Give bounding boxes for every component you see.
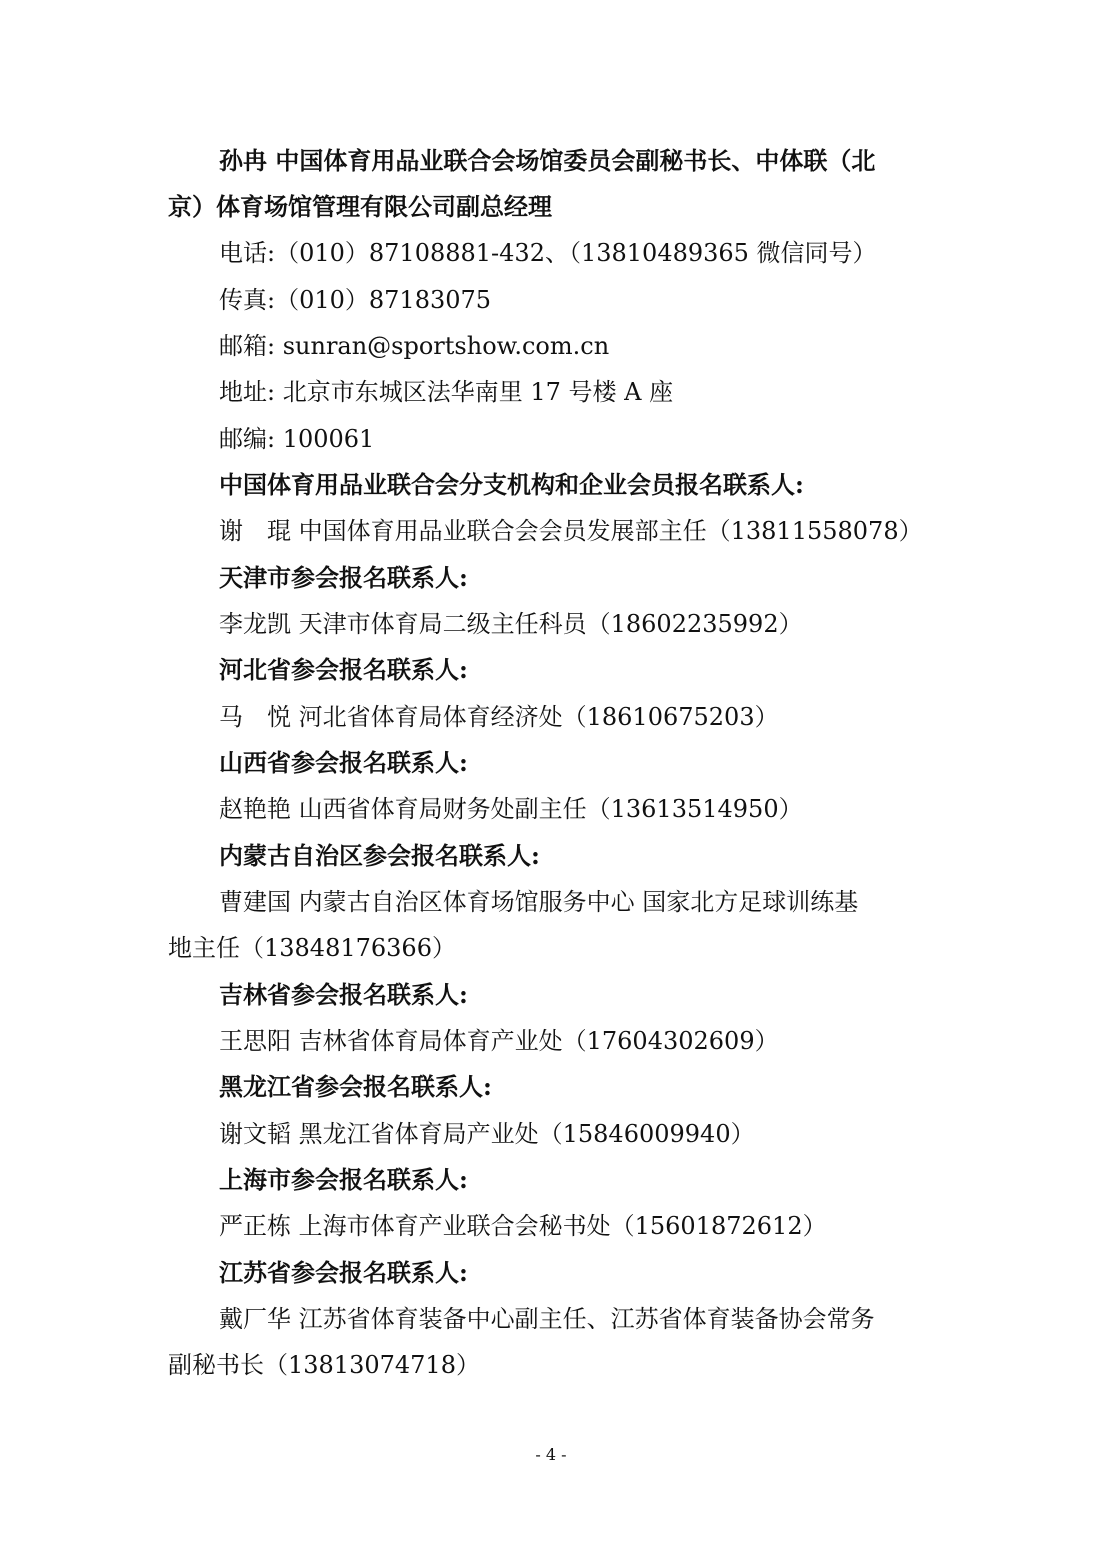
section-heading: 山西省参会报名联系人: <box>219 748 468 777</box>
section-heading: 中国体育用品业联合会分支机构和企业会员报名联系人: <box>219 470 804 499</box>
contact-line: 谢 琨 中国体育用品业联合会会员发展部主任（13811558078） <box>219 517 923 545</box>
contact-line-continued: 副秘书长（13813074718） <box>168 1351 480 1379</box>
address-line: 地址: 北京市东城区法华南里 17 号楼 A 座 <box>219 378 674 406</box>
contact-line: 严正栋 上海市体育产业联合会秘书处（15601872612） <box>219 1212 827 1240</box>
section-heading: 上海市参会报名联系人: <box>219 1165 468 1194</box>
section-heading: 河北省参会报名联系人: <box>219 655 468 684</box>
page-number: - 4 - <box>535 1445 567 1464</box>
contact-line: 王思阳 吉林省体育局体育产业处（17604302609） <box>219 1027 779 1055</box>
section-heading: 江苏省参会报名联系人: <box>219 1258 468 1287</box>
contact-line: 李龙凯 天津市体育局二级主任科员（18602235992） <box>219 610 803 638</box>
section-heading: 内蒙古自治区参会报名联系人: <box>219 841 540 870</box>
contact-line-continued: 地主任（13848176366） <box>168 934 456 962</box>
email-line: 邮箱: sunran@sportshow.com.cn <box>219 332 610 360</box>
section-heading: 黑龙江省参会报名联系人: <box>219 1072 492 1101</box>
fax-line: 传真:（010）87183075 <box>219 286 492 314</box>
contact-line: 谢文韬 黑龙江省体育局产业处（15846009940） <box>219 1120 755 1148</box>
phone-line: 电话:（010）87108881-432、（13810489365 微信同号） <box>219 239 877 267</box>
contact-line: 赵艳艳 山西省体育局财务处副主任（13613514950） <box>219 795 803 823</box>
section-heading: 天津市参会报名联系人: <box>219 563 468 592</box>
postcode-line: 邮编: 100061 <box>219 425 375 453</box>
contact-title-line-1: 孙冉 中国体育用品业联合会场馆委员会副秘书长、中体联（北 <box>219 146 876 175</box>
contact-line: 马 悦 河北省体育局体育经济处（18610675203） <box>219 703 779 731</box>
contact-line: 曹建国 内蒙古自治区体育场馆服务中心 国家北方足球训练基 <box>219 888 859 916</box>
section-heading: 吉林省参会报名联系人: <box>219 980 468 1009</box>
contact-line: 戴厂华 江苏省体育装备中心副主任、江苏省体育装备协会常务 <box>219 1305 875 1333</box>
contact-title-line-2: 京）体育场馆管理有限公司副总经理 <box>168 192 552 221</box>
